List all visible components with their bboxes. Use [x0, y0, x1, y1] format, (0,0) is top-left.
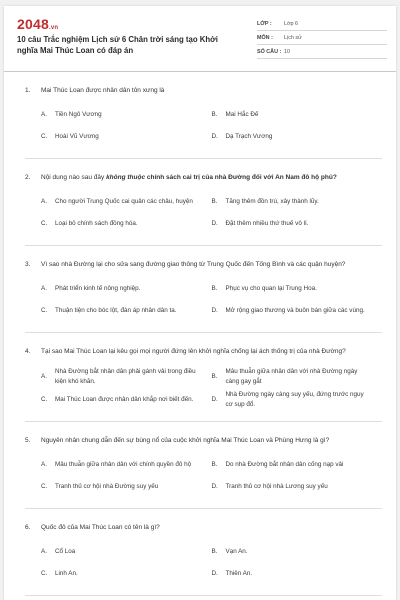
option-letter: D.	[211, 220, 218, 228]
answer-option[interactable]	[41, 215, 212, 233]
question-emphasis: không thuộc	[106, 174, 146, 181]
answer-option[interactable]	[212, 193, 383, 211]
question-stem	[25, 260, 382, 270]
answer-option[interactable]	[41, 302, 212, 320]
question-item	[25, 509, 382, 596]
meta-label: LỚP :	[257, 20, 272, 27]
option-text: Tăng thêm đồn trú, xây thành lũy.	[225, 198, 319, 206]
option-text: Do nhà Đường bắt nhân dân cống nạp vải	[225, 461, 344, 469]
option-letter: D.	[211, 395, 218, 403]
answer-option[interactable]	[212, 478, 383, 496]
question-stem	[25, 523, 382, 533]
option-letter: B.	[211, 548, 218, 556]
answer-option[interactable]	[41, 478, 212, 496]
option-letter: C.	[41, 395, 48, 403]
answer-options	[25, 280, 382, 324]
option-letter: D.	[211, 307, 218, 315]
option-letter: C.	[41, 133, 48, 141]
option-text: Mai Thúc Loan được nhân dân khắp nơi biết đến.	[55, 395, 194, 403]
meta-value: 10	[284, 48, 290, 55]
answer-option[interactable]	[212, 565, 383, 583]
question-stem	[25, 436, 382, 446]
option-letter: C.	[41, 220, 48, 228]
worksheet-page	[4, 6, 396, 600]
option-letter: A.	[41, 461, 47, 469]
answer-options	[25, 543, 382, 587]
option-text: Nhà Đường bắt nhân dân phải gánh vải trong điều kiện khó khăn.	[55, 368, 196, 385]
option-text: Mâu thuẫn giữa nhân dân với nhà Đường ngày càng gay gắt	[225, 368, 358, 385]
question-item	[25, 422, 382, 509]
page-title: 10 câu Trắc nghiệm Lịch sử 6 Chân trời sáng tạo Khởi nghĩa Mai Thúc Loan có đáp án	[17, 35, 218, 55]
option-text: Cổ Loa	[55, 548, 76, 556]
answer-option[interactable]	[212, 106, 383, 124]
answer-option[interactable]	[41, 390, 212, 409]
option-letter: B.	[211, 111, 218, 119]
question-number: 1.	[25, 87, 31, 94]
option-text: Phục vụ cho quan lại Trung Hoa.	[225, 285, 317, 293]
question-number: 3.	[25, 261, 31, 268]
question-text-part: chính sách cai trị của nhà Đường đối với An Nam đô hộ phủ?	[145, 174, 337, 181]
answer-option[interactable]	[41, 193, 212, 211]
logo-suffix: .vn	[48, 25, 59, 31]
answer-option[interactable]	[41, 280, 212, 298]
answer-option[interactable]	[41, 543, 212, 561]
question-stem	[25, 86, 382, 96]
option-letter: C.	[41, 307, 48, 315]
meta-info	[257, 17, 387, 59]
option-text: Thuận tiện cho bóc lột, đàn áp nhân dân ta.	[55, 307, 177, 315]
worksheet-header	[4, 6, 396, 72]
option-text: Nhà Đường ngày càng suy yếu, đứng trước nguy cơ sụp đổ.	[225, 391, 364, 408]
answer-option[interactable]	[41, 106, 212, 124]
logo-text: 2048	[17, 16, 49, 32]
option-letter: A.	[41, 198, 47, 206]
question-number: 2.	[25, 174, 31, 181]
answer-option[interactable]	[212, 390, 383, 409]
question-list	[4, 72, 396, 596]
question-item	[25, 333, 382, 422]
answer-option[interactable]	[41, 456, 212, 474]
meta-label: SỐ CÂU :	[257, 48, 282, 55]
answer-options	[25, 106, 382, 150]
option-letter: D.	[211, 483, 218, 491]
option-text: Đặt thêm nhiều thứ thuế vô lí.	[225, 220, 309, 228]
option-letter: C.	[41, 570, 48, 578]
question-number: 5.	[25, 437, 31, 444]
option-letter: A.	[41, 372, 47, 380]
answer-option[interactable]	[212, 128, 383, 146]
option-text: Vạn An.	[225, 548, 248, 556]
option-letter: B.	[211, 372, 218, 380]
option-text: Dạ Trạch Vương	[225, 133, 273, 141]
option-letter: B.	[211, 461, 218, 469]
question-item	[25, 159, 382, 246]
question-stem	[25, 347, 382, 357]
option-text: Tranh thủ cơ hội nhà Lương suy yếu	[225, 483, 328, 491]
option-letter: D.	[211, 570, 218, 578]
option-text: Loại bỏ chính sách đồng hóa.	[55, 220, 138, 228]
question-number: 6.	[25, 524, 31, 531]
answer-option[interactable]	[212, 280, 383, 298]
answer-option[interactable]	[41, 565, 212, 583]
option-text: Mở rộng giao thương và buôn bán giữa các vùng.	[225, 307, 365, 315]
option-text: Mâu thuẫn giữa nhân dân với chính quyền đô hộ	[55, 461, 192, 469]
option-text: Phát triển kinh tế nông nghiệp.	[55, 285, 141, 293]
option-text: Thiên An.	[225, 570, 253, 578]
meta-value: Lớp 6	[284, 20, 299, 27]
answer-option[interactable]	[212, 302, 383, 320]
option-letter: B.	[211, 198, 218, 206]
meta-value: Lịch sử	[284, 34, 302, 41]
meta-row-count	[257, 45, 387, 59]
question-item	[25, 246, 382, 333]
question-number: 4.	[25, 348, 31, 355]
answer-option[interactable]	[41, 367, 212, 386]
question-text: Tại sao Mai Thúc Loan lại kêu gọi mọi người đứng lên khởi nghĩa chống lại ách thống trị của nhà Đường?	[41, 348, 346, 355]
question-text: Quốc đô của Mai Thúc Loan có tên là gì?	[41, 524, 160, 531]
answer-options	[25, 193, 382, 237]
site-logo[interactable]	[17, 16, 58, 32]
answer-option[interactable]	[41, 128, 212, 146]
option-letter: A.	[41, 285, 47, 293]
option-text: Mai Hắc Đế	[225, 111, 259, 119]
answer-option[interactable]	[212, 543, 383, 561]
question-stem	[25, 173, 382, 183]
option-text: Cho người Trung Quốc cai quản các châu, huyện	[55, 198, 193, 206]
question-text	[41, 173, 382, 183]
answer-option[interactable]	[212, 367, 383, 386]
question-text-part: Nội dung nào sau đây	[41, 174, 107, 181]
meta-label: MÔN :	[257, 34, 273, 41]
answer-options	[25, 367, 382, 413]
option-text: Hoài Vũ Vương	[55, 133, 99, 141]
option-letter: A.	[41, 111, 47, 119]
meta-row-subject	[257, 31, 387, 45]
option-letter: D.	[211, 133, 218, 141]
option-letter: B.	[211, 285, 218, 293]
question-item	[25, 72, 382, 159]
meta-row-class	[257, 17, 387, 31]
answer-option[interactable]	[212, 456, 383, 474]
question-text: Vì sao nhà Đường lại cho sửa sang đường giao thông từ Trung Quốc đến Tống Bình và các quận huyện?	[41, 261, 346, 268]
option-text: Tranh thủ cơ hội nhà Đường suy yếu	[55, 483, 159, 491]
question-text: Nguyên nhân chung dẫn đến sự bùng nổ của cuộc khởi nghĩa Mai Thúc Loan và Phùng Hưng là gì?	[41, 437, 330, 444]
option-letter: C.	[41, 483, 48, 491]
option-letter: A.	[41, 548, 47, 556]
option-text: Linh An.	[55, 570, 78, 578]
answer-options	[25, 456, 382, 500]
answer-option[interactable]	[212, 215, 383, 233]
option-text: Tiền Ngô Vương	[55, 111, 102, 119]
question-text: Mai Thúc Loan được nhân dân tôn xưng là	[41, 87, 165, 94]
